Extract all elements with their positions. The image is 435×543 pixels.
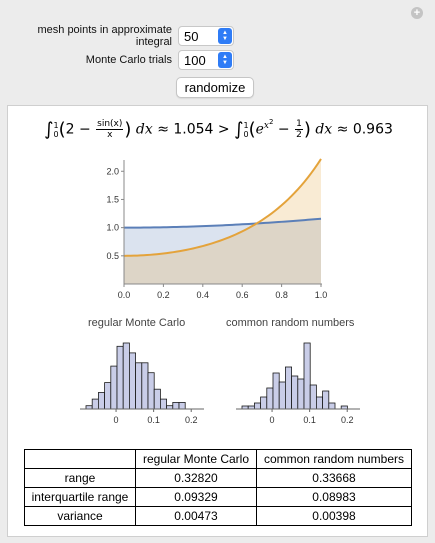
integrand-chart bbox=[8, 156, 429, 306]
trials-control bbox=[12, 50, 234, 70]
histogram-bar bbox=[98, 393, 104, 410]
x-tick-label: 0.6 bbox=[235, 290, 249, 300]
histogram-tick-label: 0 bbox=[113, 415, 119, 425]
histogram-tick-label: 0 bbox=[269, 415, 275, 425]
integral-formula: ∫1 0(2 − $\frac{\sin(x)}{x}$ ) dx ≈ 1.054 > ∫1 $0(e^{x^2}$ − $\frac{1}{2}$ ) dx ≈ 0.963 bbox=[44, 118, 393, 141]
histogram-bar bbox=[254, 403, 260, 409]
histogram-bar bbox=[123, 343, 129, 409]
histogram-bar bbox=[310, 385, 316, 409]
trials-select[interactable] bbox=[178, 50, 234, 70]
mesh-label: mesh points in approximate integral bbox=[37, 24, 172, 48]
table-header-cell bbox=[25, 450, 136, 469]
y-tick-label: 1.5 bbox=[106, 194, 119, 205]
stats-table bbox=[24, 449, 412, 526]
mesh-value: 50 bbox=[184, 28, 199, 44]
x-tick-label: 0.2 bbox=[157, 290, 170, 300]
table-cell: 0.09329 bbox=[136, 488, 257, 507]
right-histogram-title: common random numbers bbox=[226, 317, 355, 329]
histogram-bar bbox=[273, 373, 279, 409]
mesh-control bbox=[12, 24, 234, 48]
histogram-bar bbox=[323, 391, 329, 409]
histogram-bar bbox=[292, 376, 298, 409]
histogram-bar bbox=[316, 397, 322, 409]
y-tick-label: 0.5 bbox=[106, 250, 119, 261]
histogram-bar bbox=[298, 379, 304, 409]
table-row bbox=[25, 469, 412, 488]
table-row bbox=[25, 507, 412, 526]
table-row bbox=[25, 488, 412, 507]
histogram-bar bbox=[261, 397, 267, 409]
x-tick-label: 1.0 bbox=[314, 290, 328, 300]
table-cell: interquartile range bbox=[25, 488, 136, 507]
select-arrows-icon: ▲ ▼ bbox=[218, 52, 232, 68]
histogram-bar bbox=[179, 402, 185, 409]
integral-sign-icon: ∫ bbox=[44, 119, 54, 141]
histogram-bar bbox=[279, 382, 285, 409]
left-histogram-title: regular Monte Carlo bbox=[88, 317, 186, 329]
table-cell: 0.00473 bbox=[136, 507, 257, 526]
integral-limits: 1 0 bbox=[53, 120, 59, 139]
regular-mc-histogram bbox=[78, 339, 208, 431]
histogram-tick-label: 0.2 bbox=[184, 415, 198, 425]
randomize-button[interactable]: randomize bbox=[176, 77, 254, 98]
histogram-bar bbox=[154, 389, 160, 409]
histogram-bar bbox=[105, 383, 111, 409]
table-cell: variance bbox=[25, 507, 136, 526]
histogram-bar bbox=[142, 363, 148, 409]
mesh-select[interactable] bbox=[178, 26, 234, 46]
x-tick-label: 0.4 bbox=[196, 290, 210, 300]
histogram-bar bbox=[129, 353, 135, 409]
crn-histogram bbox=[234, 339, 364, 431]
histogram-tick-label: 0.1 bbox=[147, 415, 160, 425]
table-cell: 0.08983 bbox=[257, 488, 412, 507]
histogram-bar bbox=[111, 366, 117, 409]
histogram-tick-label: 0.2 bbox=[340, 415, 354, 425]
trials-value: 100 bbox=[184, 52, 206, 68]
table-header-cell: common random numbers bbox=[257, 450, 412, 469]
trials-label: Monte Carlo trials bbox=[85, 54, 172, 66]
plus-icon[interactable]: + bbox=[411, 7, 423, 19]
table-cell: 0.00398 bbox=[257, 507, 412, 526]
half-fraction: $\frac{1}{2}$ bbox=[296, 119, 302, 141]
histogram-bar bbox=[173, 402, 179, 409]
y-tick-label: 1.0 bbox=[106, 222, 119, 233]
x-tick-label: 0.8 bbox=[275, 290, 288, 300]
histogram-bar bbox=[148, 373, 154, 409]
histogram-bar bbox=[267, 388, 273, 409]
histogram-bar bbox=[117, 346, 123, 409]
output-panel bbox=[7, 105, 428, 537]
table-cell: 0.33668 bbox=[257, 469, 412, 488]
histogram-bar bbox=[136, 363, 142, 409]
histogram-bar bbox=[285, 367, 291, 409]
histogram-bar bbox=[329, 403, 335, 409]
histogram-bar bbox=[92, 399, 98, 409]
select-arrows-icon: ▲ ▼ bbox=[218, 28, 232, 44]
x-tick-label: 0.0 bbox=[117, 290, 131, 300]
histogram-bar bbox=[304, 343, 310, 409]
sin-fraction: $\frac{\sin(x)}{x}$ bbox=[97, 119, 123, 141]
table-header-cell: regular Monte Carlo bbox=[136, 450, 257, 469]
histogram-tick-label: 0.1 bbox=[303, 415, 316, 425]
y-tick-label: 2.0 bbox=[106, 166, 119, 177]
integral-sign-icon: ∫ bbox=[234, 119, 244, 141]
table-header-row bbox=[25, 450, 412, 469]
histogram-bar bbox=[160, 399, 166, 409]
table-cell: 0.32820 bbox=[136, 469, 257, 488]
table-cell: range bbox=[25, 469, 136, 488]
